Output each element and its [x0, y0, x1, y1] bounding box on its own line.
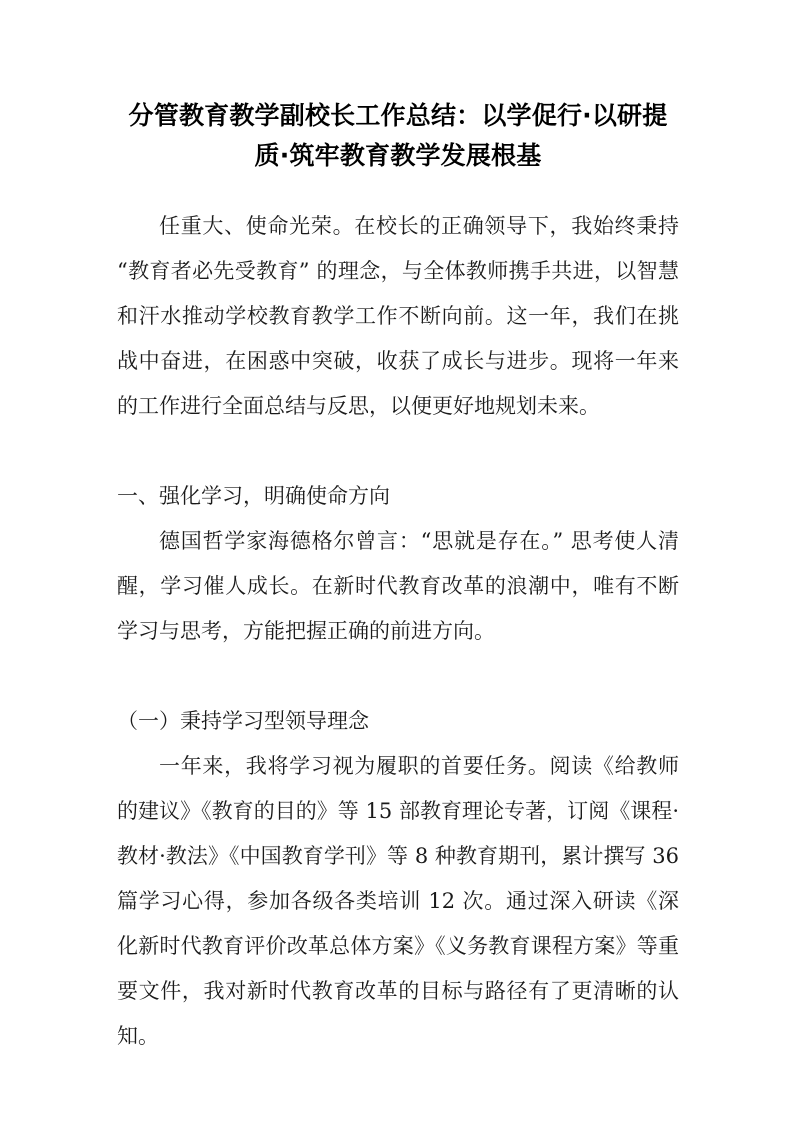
opening-paragraph: 任重大、使命光荣。在校长的正确领导下，我始终秉持“教育者必先受教育” 的理念，与全体教师携手共进，以智慧和汗水推动学校教育教学工作不断向前。这一年，我们在挑战中奋进，在困惑中突破，收获了成长与进步。现将一年来的工作进行全面总结与反思，以便更好地规划未来。 [117, 214, 679, 418]
page-title [117, 0, 679, 176]
section-1-paragraph: 德国哲学家海德格尔曾言：“思就是存在。” 思考使人清醒，学习催人成长。在新时代教育改革的浪潮中，唯有不断学习与思考，方能把握正确的前进方向。 [117, 529, 679, 643]
paragraph-spacer [117, 429, 679, 474]
subsection-1-paragraph: 一年来，我将学习视为履职的首要任务。阅读《给教师的建议》《教育的目的》等 15 部教育理论专著，订阅《课程·教材·教法》《中国教育学刊》等 8 种教育期刊，累计撰写 36 篇学习心得，参加各级各类培训 12 次。通过深入研读《深化新时代教育评价改革总体方案》《义务教育课程方案》等重要文件，我对新时代教育改革的目标与路径有了更清晰的认知。 [117, 754, 679, 1048]
page-title-line-2: 质·筑牢教育教学发展根基 [254, 141, 542, 170]
page-content [117, 0, 679, 1059]
section-heading-1: 一、强化学习，明确使命方向 [117, 484, 390, 508]
page-title-line-1: 分管教育教学副校长工作总结：以学促行·以研提 [128, 101, 668, 130]
paragraph-spacer [117, 654, 679, 699]
subsection-heading-1: （一）秉持学习型领导理念 [117, 709, 369, 733]
